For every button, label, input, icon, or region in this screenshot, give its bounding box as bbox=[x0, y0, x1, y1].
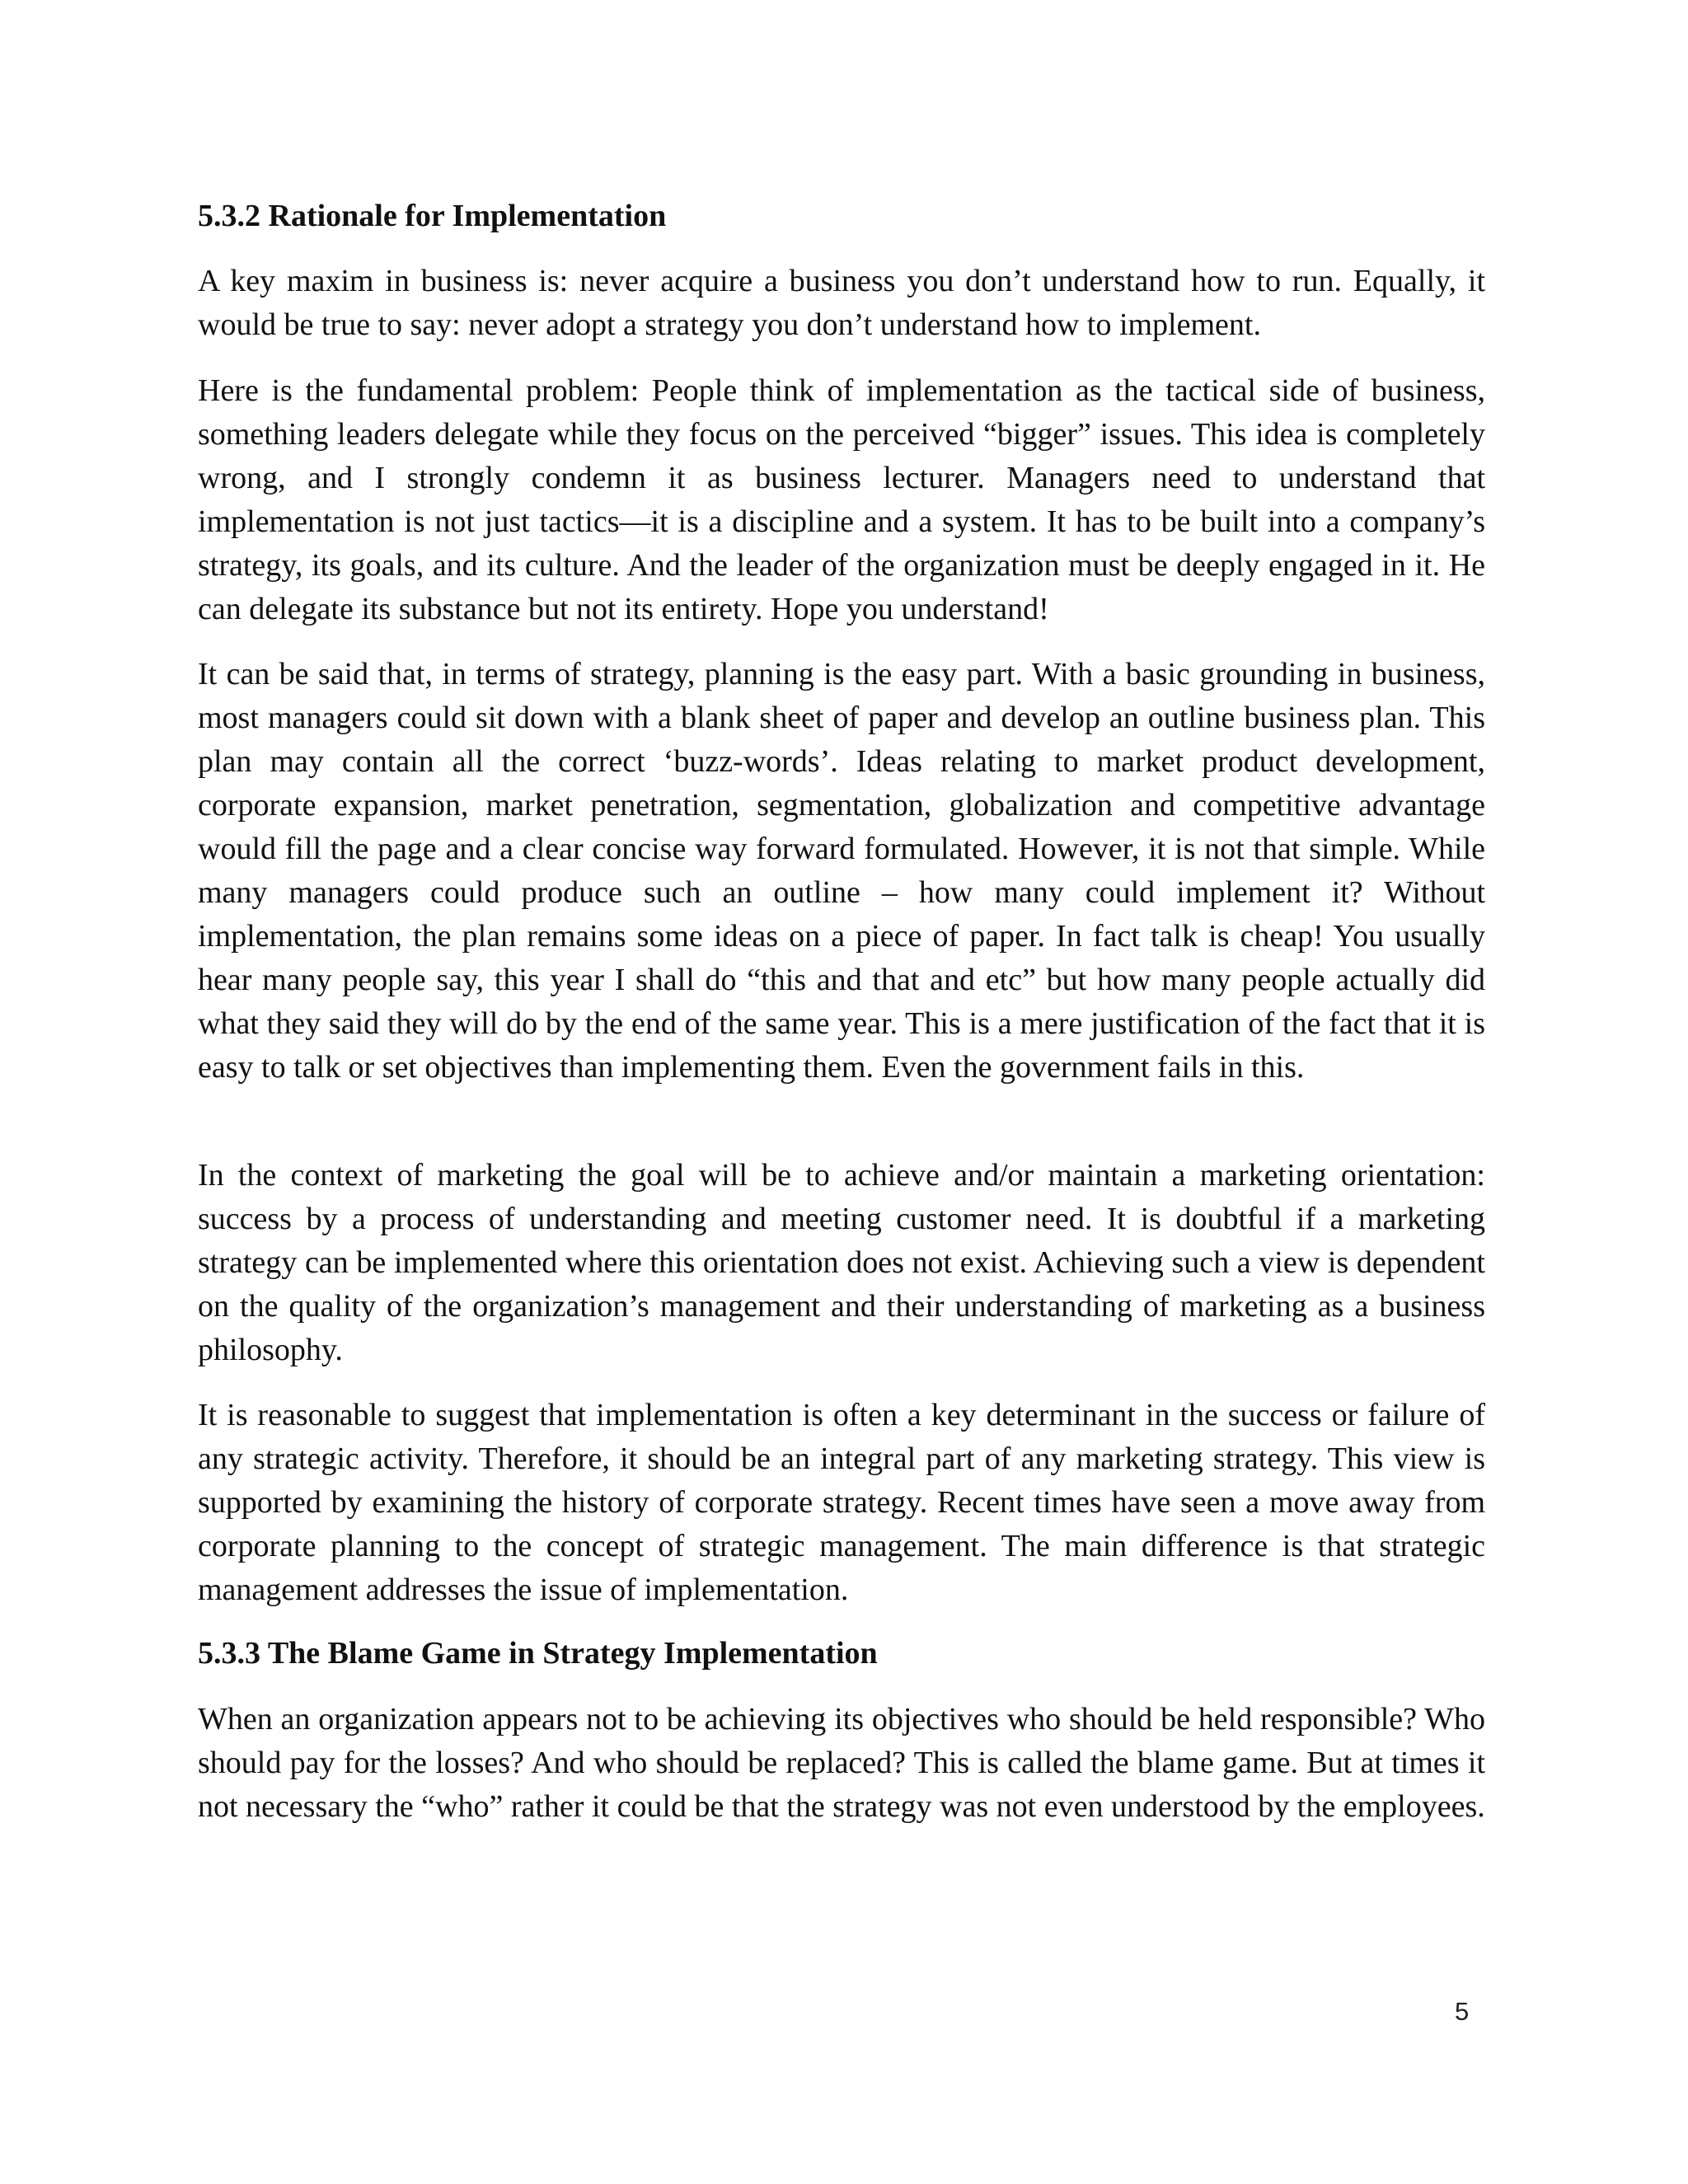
paragraph-blame-game: When an organization appears not to be achieving its objectives who should be held responsible? Who should pay for the losses? And who should be replaced? This is called the blame game. But at times it not necessary the “who” rather it could be that the strategy was not even understood by the employees. bbox=[198, 1702, 1485, 1824]
paragraph-marketing-context: In the context of marketing the goal will be to achieve and/or maintain a marketing orientation: success by a process of understanding and meeting customer need. It is doubtful if a marketing strategy can be implemented where this orientation does not exist. Achieving such a view is dependent on the quality of the organization’s management and their understanding of marketing as a business philosophy. bbox=[198, 1158, 1485, 1367]
paragraph-planning-easy-part: It can be said that, in terms of strategy, planning is the easy part. With a basic grounding in business, most managers could sit down with a blank sheet of paper and develop an outline business plan. This plan may contain all the correct ‘buzz-words’. Ideas relating to market product development, corporate expansion, market penetration, segmentation, globalization and competitive advantage would fill the page and a clear concise way forward formulated. However, it is not that simple. While many managers could produce such an outline – how many could implement it? Without implementation, the plan remains some ideas on a piece of paper. In fact talk is cheap! You usually hear many people say, this year I shall do “this and that and etc” but how many people actually did what they said they will do by the end of the same year. This is a mere justification of the fact that it is easy to talk or set objectives than implementing them. Even the government fails in this. bbox=[198, 657, 1485, 1085]
section-heading-blame-game: 5.3.3 The Blame Game in Strategy Implementation bbox=[198, 1636, 878, 1671]
page-number: 5 bbox=[1455, 1997, 1470, 2026]
paragraph-key-maxim: A key maxim in business is: never acquire a business you don’t understand how to run. Equally, it would be true to say: never adopt a strategy you don’t understand how to implement. bbox=[198, 264, 1485, 342]
paragraph-reasonable-suggestion: It is reasonable to suggest that implementation is often a key determinant in the success or failure of any strategic activity. Therefore, it should be an integral part of any marketing strategy. This view is supported by examining the history of corporate strategy. Recent times have seen a move away from corporate planning to the concept of strategic management. The main difference is that strategic management addresses the issue of implementation. bbox=[198, 1398, 1485, 1607]
paragraph-fundamental-problem: Here is the fundamental problem: People think of implementation as the tactical side of business, something leaders delegate while they focus on the perceived “bigger” issues. This idea is completely wrong, and I strongly condemn it as business lecturer. Managers need to understand that implementation is not just tactics—it is a discipline and a system. It has to be built into a company’s strategy, its goals, and its culture. And the leader of the organization must be deeply engaged in it. He can delegate its substance but not its entirety. Hope you understand! bbox=[198, 373, 1485, 626]
document-page bbox=[198, 0, 1485, 2184]
section-heading-rationale: 5.3.2 Rationale for Implementation bbox=[198, 199, 667, 233]
